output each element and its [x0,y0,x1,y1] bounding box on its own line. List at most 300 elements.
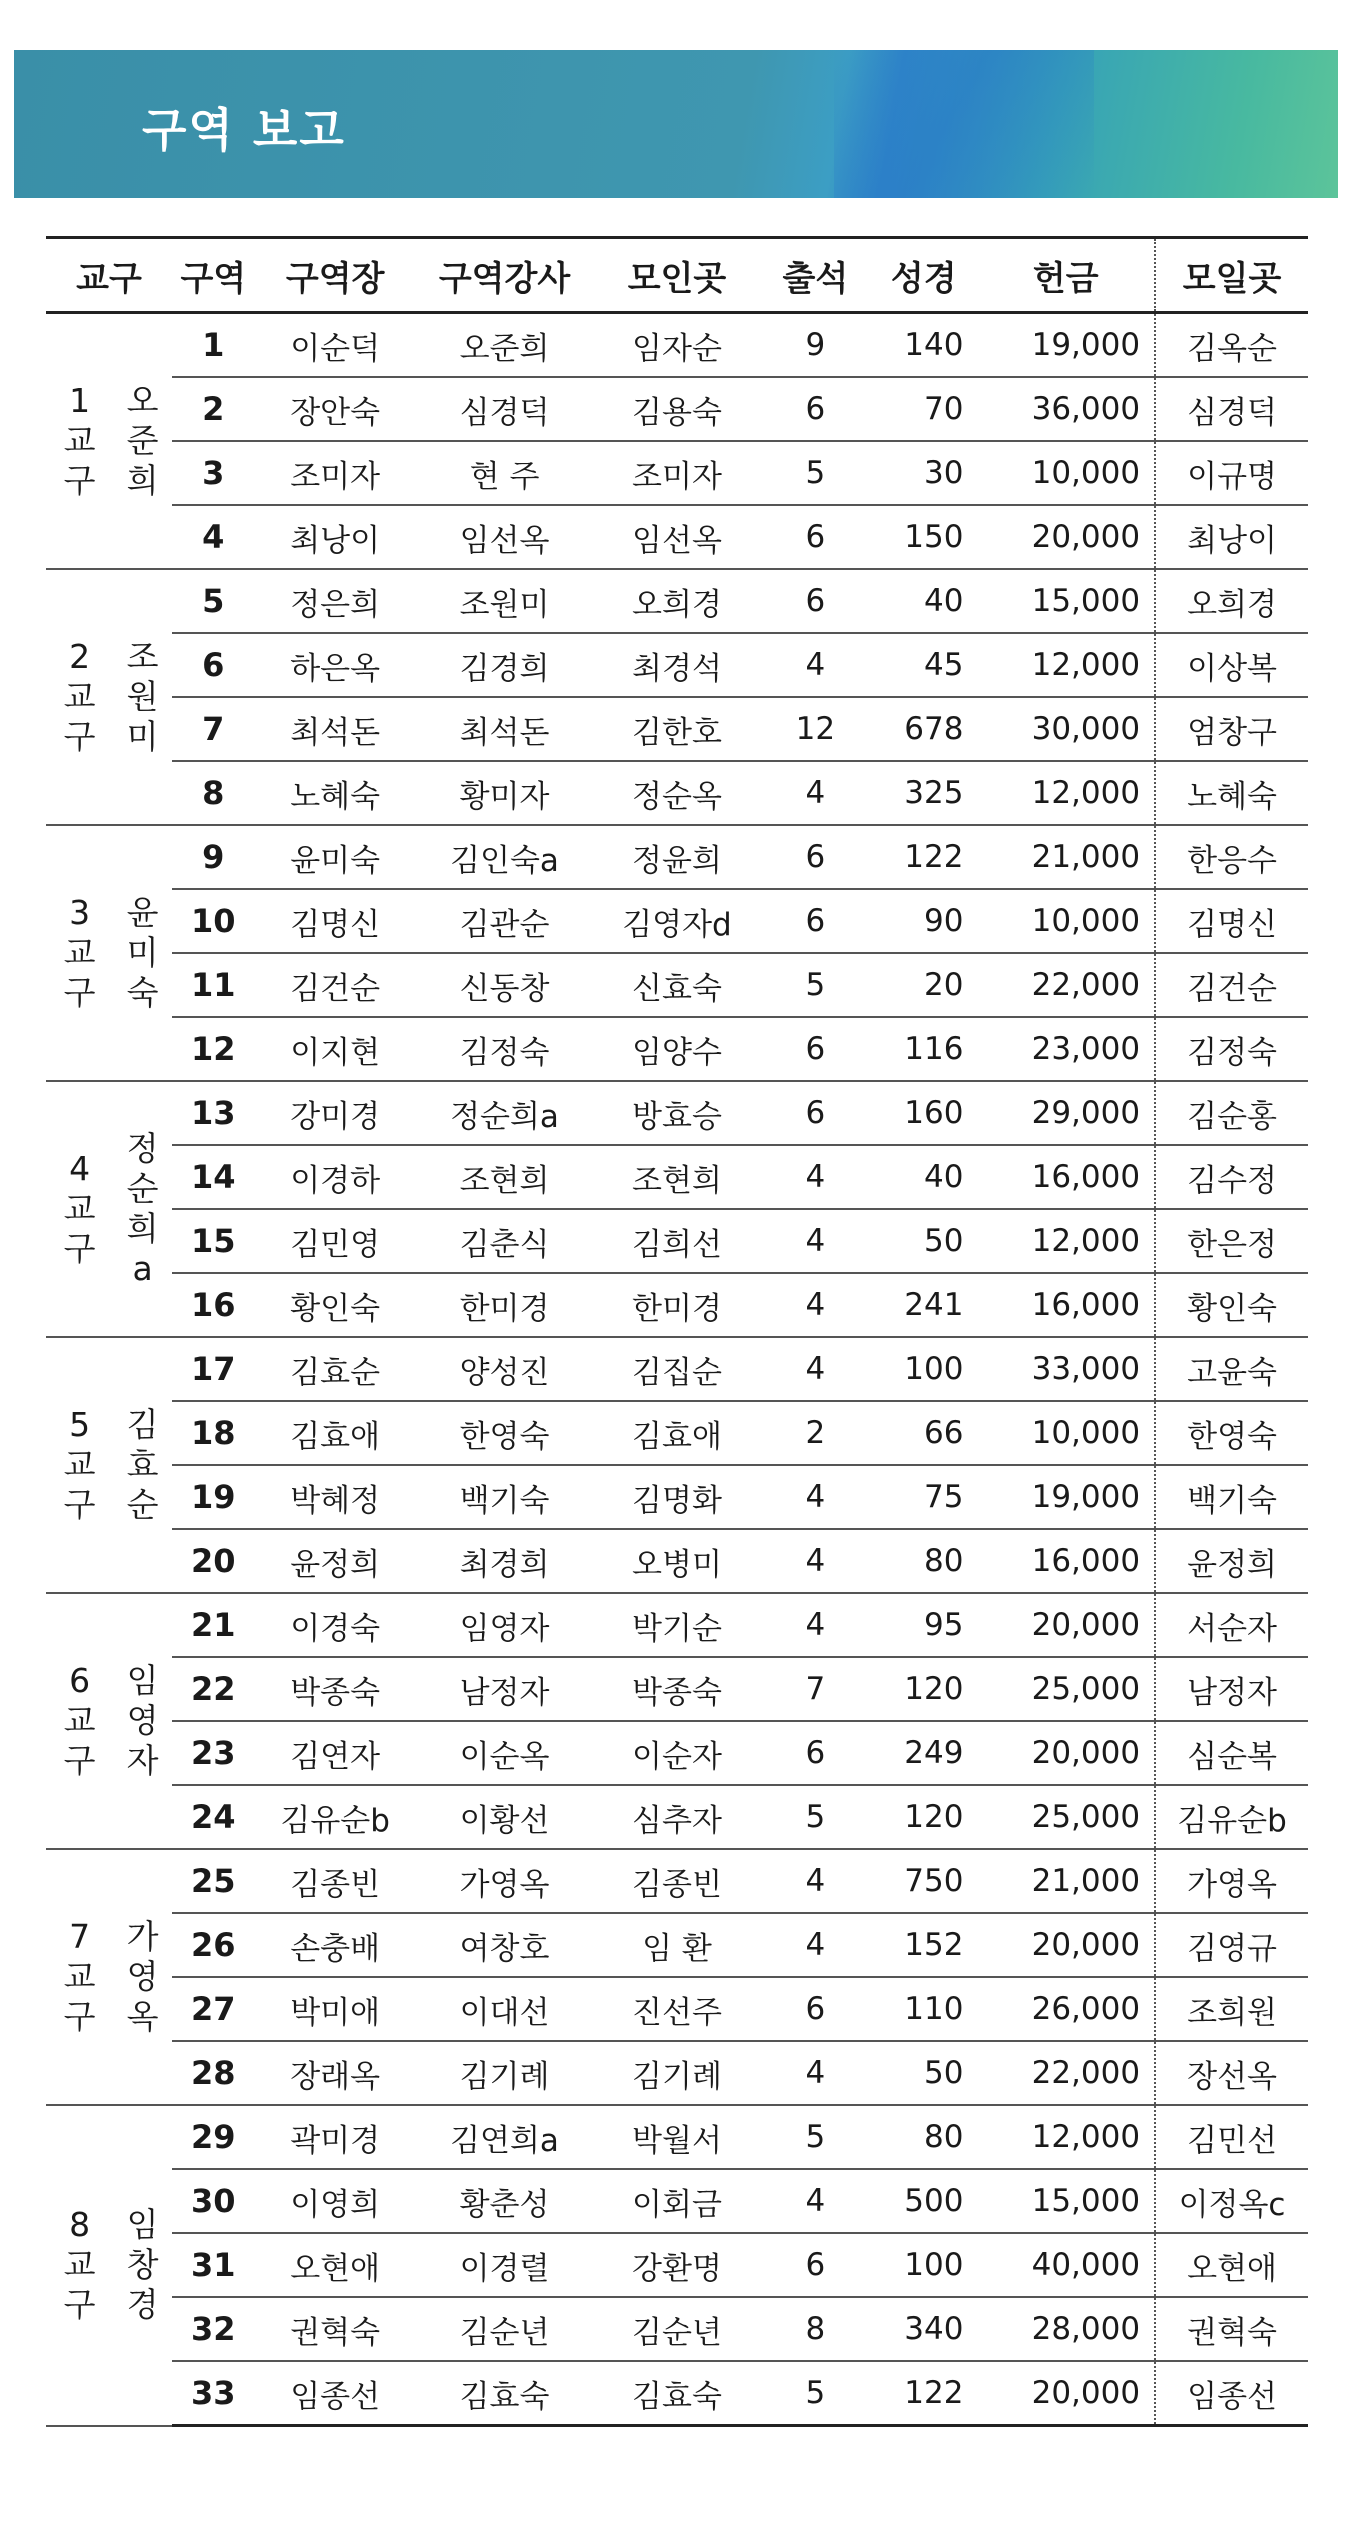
zone-teacher: 김기례 [416,2041,594,2105]
zone-number: 29 [172,2105,255,2169]
bible-count: 500 [870,2169,977,2233]
next-place: 이규명 [1155,441,1308,505]
zone-teacher: 남정자 [416,1657,594,1721]
attendance: 4 [761,2041,870,2105]
zone-number: 2 [172,377,255,441]
district-leader [113,2105,172,2426]
bible-count: 80 [870,2105,977,2169]
table-row [46,2105,1308,2169]
next-place: 백기숙 [1155,1465,1308,1529]
offering: 16,000 [977,1529,1155,1593]
zone-leader: 이순덕 [255,313,416,378]
zone-number: 19 [172,1465,255,1529]
zone-teacher: 김연희a [416,2105,594,2169]
bible-count: 110 [870,1977,977,2041]
next-place: 김민선 [1155,2105,1308,2169]
meeting-place: 이순자 [593,1721,760,1785]
district-leader-char: 창 [126,2245,159,2285]
offering: 19,000 [977,1465,1155,1529]
bible-count: 150 [870,505,977,569]
bible-count: 116 [870,1017,977,1081]
zone-leader: 이경하 [255,1145,416,1209]
table-row [46,1721,1308,1785]
attendance: 12 [761,697,870,761]
bible-count: 45 [870,633,977,697]
attendance: 4 [761,2169,870,2233]
district-label [46,825,113,1081]
district-label-char: 교 [63,1701,96,1740]
district-label-char: 2 [69,637,91,676]
next-place: 고윤숙 [1155,1337,1308,1401]
district-leader-char: 미 [126,717,159,756]
attendance: 4 [761,1209,870,1273]
meeting-place: 임양수 [593,1017,760,1081]
offering: 36,000 [977,377,1155,441]
attendance: 7 [761,1657,870,1721]
header-bible: 성경 [870,238,977,313]
next-place: 심순복 [1155,1721,1308,1785]
meeting-place: 김효숙 [593,2361,760,2426]
zone-leader: 김명신 [255,889,416,953]
district-label-char: 구 [63,2285,96,2325]
bible-count: 100 [870,1337,977,1401]
next-place: 오현애 [1155,2233,1308,2297]
attendance: 4 [761,1529,870,1593]
table-row [46,1657,1308,1721]
offering: 33,000 [977,1337,1155,1401]
zone-teacher: 김순년 [416,2297,594,2361]
meeting-place: 임선옥 [593,505,760,569]
table-header-row [46,238,1308,313]
attendance: 6 [761,569,870,633]
meeting-place: 최경석 [593,633,760,697]
district-leader [113,1081,172,1337]
attendance: 6 [761,2233,870,2297]
zone-teacher: 심경덕 [416,377,594,441]
district-leader-char: 효 [126,1445,159,1484]
meeting-place: 정윤희 [593,825,760,889]
district-leader-char: 김 [126,1405,159,1444]
header-meeting-place: 모인곳 [593,238,760,313]
district-label [46,1849,113,2105]
next-place: 남정자 [1155,1657,1308,1721]
zone-teacher: 김인숙a [416,825,594,889]
zone-leader: 이경숙 [255,1593,416,1657]
meeting-place: 오희경 [593,569,760,633]
table-row [46,1209,1308,1273]
meeting-place: 김용숙 [593,377,760,441]
bible-count: 122 [870,2361,977,2426]
zone-teacher: 김경희 [416,633,594,697]
zone-teacher: 김춘식 [416,1209,594,1273]
bible-count: 66 [870,1401,977,1465]
district-leader [113,313,172,570]
meeting-place: 박월서 [593,2105,760,2169]
next-place: 장선옥 [1155,2041,1308,2105]
zone-teacher: 임선옥 [416,505,594,569]
meeting-place: 김종빈 [593,1849,760,1913]
district-label-char: 교 [63,1445,96,1484]
zone-number: 16 [172,1273,255,1337]
bible-count: 95 [870,1593,977,1657]
district-label-char: 교 [63,1957,96,1996]
zone-number: 24 [172,1785,255,1849]
attendance: 4 [761,761,870,825]
zone-number: 23 [172,1721,255,1785]
district-leader-char: 순 [126,1169,159,1208]
table-row [46,2169,1308,2233]
district-leader-char: 순 [126,1485,159,1524]
meeting-place: 박기순 [593,1593,760,1657]
meeting-place: 심추자 [593,1785,760,1849]
attendance: 6 [761,889,870,953]
district-label-char: 7 [69,1917,91,1956]
zone-teacher: 이대선 [416,1977,594,2041]
bible-count: 50 [870,1209,977,1273]
next-place: 최낭이 [1155,505,1308,569]
district-label-char: 구 [63,717,96,756]
zone-number: 9 [172,825,255,889]
district-label-char: 구 [63,1997,96,2036]
attendance: 6 [761,377,870,441]
meeting-place: 김한호 [593,697,760,761]
district-label [46,569,113,825]
attendance: 9 [761,313,870,378]
zone-leader: 김연자 [255,1721,416,1785]
meeting-place: 김효애 [593,1401,760,1465]
next-place: 심경덕 [1155,377,1308,441]
attendance: 6 [761,1017,870,1081]
district-leader-char: 윤 [126,893,159,932]
table-row [46,953,1308,1017]
bible-count: 152 [870,1913,977,1977]
meeting-place: 오병미 [593,1529,760,1593]
zone-number: 15 [172,1209,255,1273]
bible-count: 678 [870,697,977,761]
district-label-char: 교 [63,1189,96,1228]
zone-teacher: 김정숙 [416,1017,594,1081]
next-place: 김명신 [1155,889,1308,953]
next-place: 노혜숙 [1155,761,1308,825]
meeting-place: 김집순 [593,1337,760,1401]
offering: 10,000 [977,889,1155,953]
attendance: 5 [761,1785,870,1849]
bible-count: 40 [870,569,977,633]
table-row [46,1849,1308,1913]
zone-number: 18 [172,1401,255,1465]
offering: 25,000 [977,1657,1155,1721]
table-row [46,1017,1308,1081]
attendance: 8 [761,2297,870,2361]
district-label-char: 교 [63,677,96,716]
district-label-char: 교 [63,421,96,460]
attendance: 4 [761,1593,870,1657]
next-place: 서순자 [1155,1593,1308,1657]
zone-leader: 곽미경 [255,2105,416,2169]
table-row [46,2361,1308,2426]
offering: 20,000 [977,1913,1155,1977]
bible-count: 120 [870,1657,977,1721]
district-leader-char: 경 [126,2285,159,2325]
attendance: 6 [761,505,870,569]
offering: 16,000 [977,1145,1155,1209]
district-label-char: 구 [63,1741,96,1780]
district-leader-char: 영 [126,1701,159,1740]
zone-number: 28 [172,2041,255,2105]
offering: 15,000 [977,569,1155,633]
zone-teacher: 한미경 [416,1273,594,1337]
zone-leader: 강미경 [255,1081,416,1145]
district-leader [113,1337,172,1593]
table-row [46,825,1308,889]
zone-teacher: 한영숙 [416,1401,594,1465]
district-leader-char: 희 [126,1209,159,1248]
district-label-char: 3 [69,893,91,932]
offering: 25,000 [977,1785,1155,1849]
table-row [46,1081,1308,1145]
zone-leader: 노혜숙 [255,761,416,825]
zone-teacher: 이황선 [416,1785,594,1849]
attendance: 4 [761,1273,870,1337]
next-place: 김정숙 [1155,1017,1308,1081]
attendance: 4 [761,1465,870,1529]
zone-teacher: 임영자 [416,1593,594,1657]
district-label-char: 구 [63,1485,96,1524]
zone-leader: 박종숙 [255,1657,416,1721]
bible-count: 750 [870,1849,977,1913]
zone-leader: 윤미숙 [255,825,416,889]
bible-count: 122 [870,825,977,889]
district-leader-char: 정 [126,1129,159,1168]
header-next-place: 모일곳 [1155,238,1308,313]
table-row [46,697,1308,761]
district-leader-char: 가 [126,1917,159,1956]
zone-number: 30 [172,2169,255,2233]
offering: 20,000 [977,1721,1155,1785]
bible-count: 140 [870,313,977,378]
next-place: 한영숙 [1155,1401,1308,1465]
meeting-place: 방효승 [593,1081,760,1145]
district-leader-char: a [132,1249,153,1288]
zone-teacher: 조현희 [416,1145,594,1209]
bible-count: 30 [870,441,977,505]
page-title: 구역 보고 [142,103,346,157]
zone-leader: 정은희 [255,569,416,633]
bible-count: 340 [870,2297,977,2361]
zone-leader: 김건순 [255,953,416,1017]
next-place: 조희원 [1155,1977,1308,2041]
bible-count: 325 [870,761,977,825]
zone-number: 31 [172,2233,255,2297]
zone-teacher: 김관순 [416,889,594,953]
district-leader-char: 임 [126,1661,159,1700]
zone-number: 33 [172,2361,255,2426]
district-leader-char: 옥 [126,1997,159,2036]
district-leader-char: 미 [126,933,159,972]
zone-number: 14 [172,1145,255,1209]
zone-teacher: 정순희a [416,1081,594,1145]
header-zone-leader: 구역장 [255,238,416,313]
zone-leader: 김효순 [255,1337,416,1401]
district-label [46,2105,113,2426]
offering: 22,000 [977,953,1155,1017]
zone-teacher: 최경희 [416,1529,594,1593]
district-label-char: 4 [69,1149,91,1188]
bible-count: 120 [870,1785,977,1849]
district-label-char: 5 [69,1405,91,1444]
zone-number: 32 [172,2297,255,2361]
next-place: 김수정 [1155,1145,1308,1209]
bible-count: 160 [870,1081,977,1145]
district-label [46,1081,113,1337]
next-place: 윤정희 [1155,1529,1308,1593]
zone-number: 4 [172,505,255,569]
table-row [46,1465,1308,1529]
zone-leader: 박미애 [255,1977,416,2041]
meeting-place: 조현희 [593,1145,760,1209]
zone-number: 3 [172,441,255,505]
meeting-place: 김기례 [593,2041,760,2105]
district-leader-char: 영 [126,1957,159,1996]
attendance: 4 [761,1913,870,1977]
zone-leader: 손충배 [255,1913,416,1977]
meeting-place: 김희선 [593,1209,760,1273]
zone-number: 12 [172,1017,255,1081]
attendance: 4 [761,1337,870,1401]
zone-teacher: 조원미 [416,569,594,633]
zone-leader: 김유순b [255,1785,416,1849]
table-row [46,1273,1308,1337]
header-offering: 헌금 [977,238,1155,313]
table-row [46,1593,1308,1657]
district-label [46,313,113,570]
offering: 12,000 [977,1209,1155,1273]
zone-number: 27 [172,1977,255,2041]
offering: 12,000 [977,633,1155,697]
district-label-char: 교 [63,933,96,972]
offering: 22,000 [977,2041,1155,2105]
district-label-char: 구 [63,1229,96,1268]
zone-number: 1 [172,313,255,378]
table-row [46,1401,1308,1465]
next-place: 이상복 [1155,633,1308,697]
zone-number: 7 [172,697,255,761]
offering: 16,000 [977,1273,1155,1337]
zone-teacher: 백기숙 [416,1465,594,1529]
offering: 20,000 [977,505,1155,569]
meeting-place: 한미경 [593,1273,760,1337]
bible-count: 90 [870,889,977,953]
meeting-place: 이회금 [593,2169,760,2233]
zone-leader: 오현애 [255,2233,416,2297]
header-zone: 구역 [172,238,255,313]
district-label [46,1593,113,1849]
next-place: 이정옥c [1155,2169,1308,2233]
next-place: 가영옥 [1155,1849,1308,1913]
header-banner [14,50,1338,198]
zone-leader: 조미자 [255,441,416,505]
zone-number: 5 [172,569,255,633]
district-report-table [46,236,1308,2427]
next-place: 오희경 [1155,569,1308,633]
district-leader [113,1849,172,2105]
zone-number: 6 [172,633,255,697]
bible-count: 100 [870,2233,977,2297]
attendance: 4 [761,633,870,697]
zone-teacher: 현 주 [416,441,594,505]
zone-leader: 장래옥 [255,2041,416,2105]
bible-count: 80 [870,1529,977,1593]
offering: 40,000 [977,2233,1155,2297]
table-row [46,1529,1308,1593]
zone-teacher: 황춘성 [416,2169,594,2233]
table-row [46,313,1308,378]
table-row [46,505,1308,569]
attendance: 6 [761,1081,870,1145]
offering: 10,000 [977,1401,1155,1465]
zone-leader: 최석돈 [255,697,416,761]
offering: 10,000 [977,441,1155,505]
table-row [46,2233,1308,2297]
attendance: 5 [761,953,870,1017]
table-row [46,1977,1308,2041]
attendance: 5 [761,2361,870,2426]
next-place: 한은정 [1155,1209,1308,1273]
offering: 15,000 [977,2169,1155,2233]
district-leader-char: 희 [126,461,159,500]
meeting-place: 신효숙 [593,953,760,1017]
table-row [46,1913,1308,1977]
zone-leader: 김민영 [255,1209,416,1273]
district-leader-char: 원 [126,677,159,716]
zone-teacher: 가영옥 [416,1849,594,1913]
attendance: 5 [761,2105,870,2169]
offering: 23,000 [977,1017,1155,1081]
zone-number: 21 [172,1593,255,1657]
attendance: 5 [761,441,870,505]
bible-count: 249 [870,1721,977,1785]
zone-teacher: 양성진 [416,1337,594,1401]
meeting-place: 김순년 [593,2297,760,2361]
zone-leader: 박혜정 [255,1465,416,1529]
zone-leader: 하은옥 [255,633,416,697]
zone-leader: 이영희 [255,2169,416,2233]
zone-leader: 권혁숙 [255,2297,416,2361]
next-place: 권혁숙 [1155,2297,1308,2361]
header-attendance: 출석 [761,238,870,313]
table-row [46,1785,1308,1849]
offering: 12,000 [977,2105,1155,2169]
district-leader-char: 오 [126,381,159,420]
district-leader-char: 숙 [126,973,159,1012]
zone-teacher: 이순옥 [416,1721,594,1785]
bible-count: 75 [870,1465,977,1529]
zone-teacher: 여창호 [416,1913,594,1977]
table-row [46,2041,1308,2105]
table-row [46,441,1308,505]
zone-number: 17 [172,1337,255,1401]
district-label-char: 구 [63,461,96,500]
zone-number: 11 [172,953,255,1017]
attendance: 4 [761,1849,870,1913]
offering: 30,000 [977,697,1155,761]
next-place: 엄창구 [1155,697,1308,761]
offering: 21,000 [977,825,1155,889]
zone-number: 20 [172,1529,255,1593]
offering: 20,000 [977,1593,1155,1657]
next-place: 김유순b [1155,1785,1308,1849]
zone-teacher: 황미자 [416,761,594,825]
